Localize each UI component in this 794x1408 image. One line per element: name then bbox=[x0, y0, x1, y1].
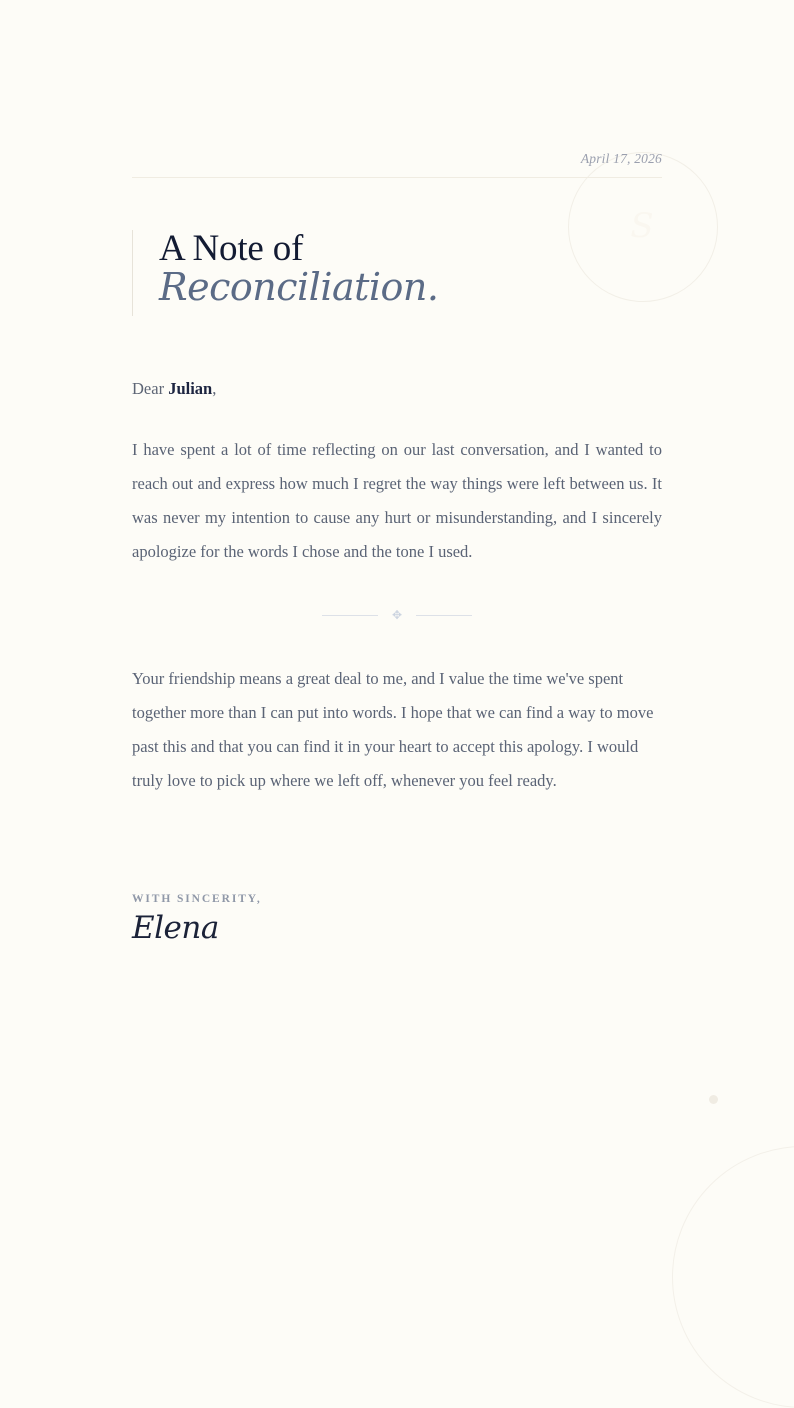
page-title-primary: A Note of bbox=[159, 228, 304, 269]
divider-line-left bbox=[322, 615, 378, 616]
date-row bbox=[132, 0, 662, 168]
signature-block bbox=[132, 893, 662, 945]
body-paragraph-2: Your friendship means a great deal to me, and I value the time we've spent together more than I can put into words. I hope that we can find a way to move past this and that you can find it in your heart to accept this apology. I would truly love to pick up where we left off, whenever you feel ready. bbox=[132, 669, 654, 790]
letter-date: April 17, 2026 bbox=[580, 151, 662, 166]
salutation-greeting: Dear bbox=[132, 379, 169, 398]
salutation-comma: , bbox=[212, 379, 217, 398]
floret-ornament-icon: ✥ bbox=[391, 608, 403, 622]
corner-arc-icon bbox=[672, 1146, 794, 1408]
signature-name: Elena bbox=[132, 910, 219, 946]
page-title-script: Reconciliation. bbox=[159, 265, 439, 309]
signature-label: WITH SINCERITY, bbox=[132, 893, 262, 905]
header-divider bbox=[132, 177, 662, 178]
body-paragraph-1: I have spent a lot of time reflecting on our last conversation, and I wanted to reach out and express how much I regret the way things were left between us. It was never my intention to cause any hurt or misunderstanding, and I sincerely apologize for the words I chose and the tone I used. bbox=[132, 440, 662, 561]
salutation-recipient: Julian bbox=[168, 379, 213, 398]
accent-dot-icon bbox=[709, 1095, 718, 1104]
title-block bbox=[132, 230, 662, 316]
salutation bbox=[132, 379, 662, 399]
ornament-divider bbox=[132, 605, 662, 625]
divider-line-right bbox=[416, 615, 472, 616]
letter-content bbox=[132, 0, 662, 945]
monogram-letter-icon: S bbox=[630, 206, 654, 246]
